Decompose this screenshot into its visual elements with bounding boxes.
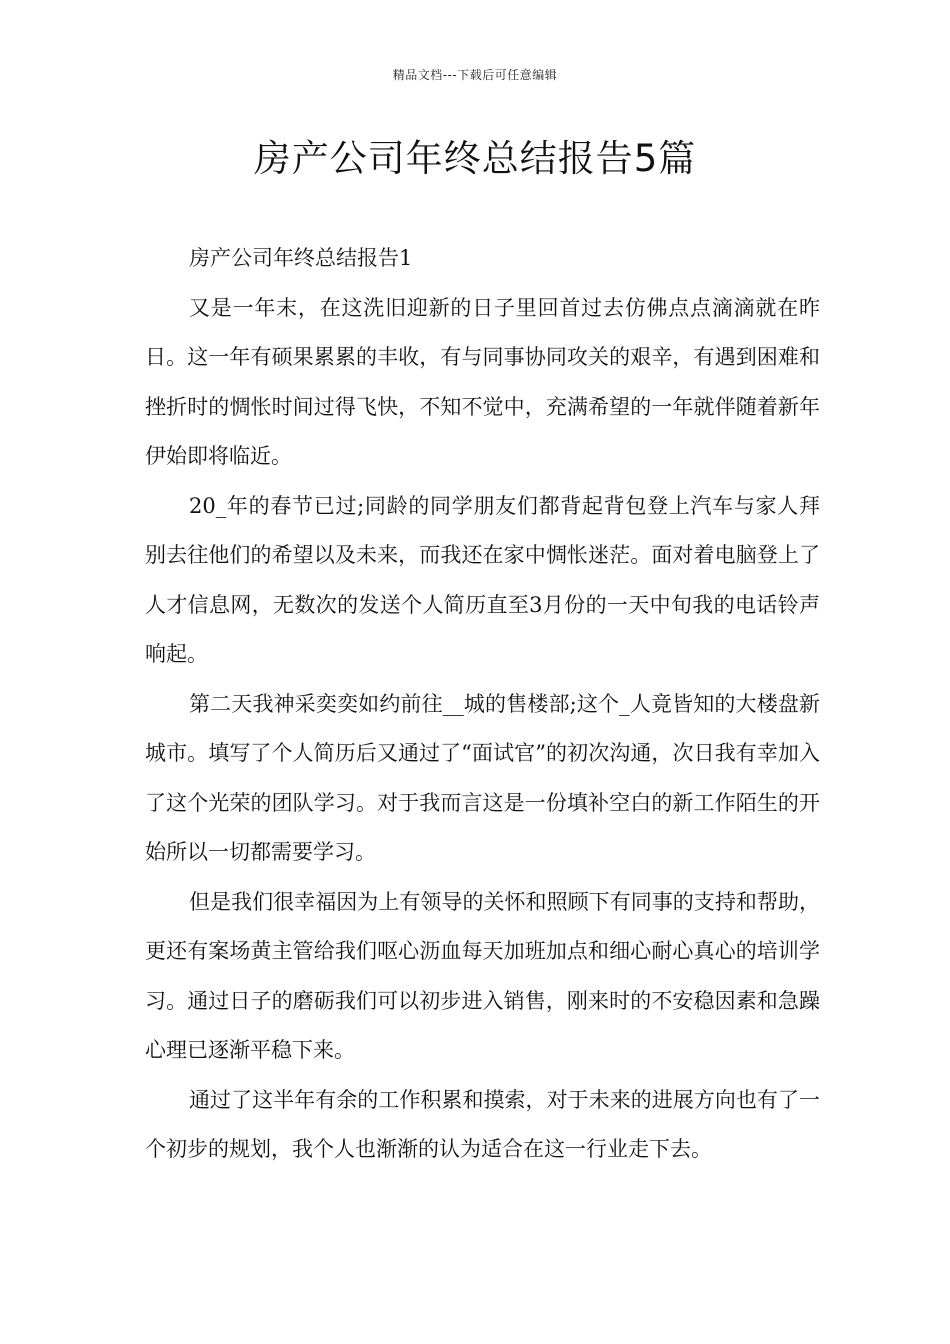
- document-body: [145, 234, 820, 1175]
- body-paragraph: 又是一年末，在这洗旧迎新的日子里回首过去仿佛点点滴滴就在昨日。这一年有硕果累累的丰收，有与同事协同攻关的艰辛，有遇到困难和挫折时的惆怅时间过得飞快，不知不觉中，充满希望的一年就伴随着新年伊始即将临近。: [145, 295, 820, 468]
- body-paragraph: 通过了这半年有余的工作积累和摸索，对于未来的进展方向也有了一个初步的规划，我个人也渐渐的认为适合在这一行业走下去。: [145, 1087, 820, 1161]
- document-title: 房产公司年终总结报告5篇: [253, 137, 697, 180]
- header-note: 精品文档---下载后可任意编辑: [392, 68, 558, 82]
- body-paragraph: 第二天我神采奕奕如约前往__城的售楼部;这个_人竟皆知的大楼盘新城市。填写了个人简历后又通过了“面试官”的初次沟通，次日我有幸加入了这个光荣的团队学习。对于我而言这是一份填补空白的新工作陌生的开始所以一切都需要学习。: [145, 691, 820, 864]
- body-paragraph: 但是我们很幸福因为上有领导的关怀和照顾下有同事的支持和帮助，更还有案场黄主管给我们呕心沥血每天加班加点和细心耐心真心的培训学习。通过日子的磨砺我们可以初步进入销售，刚来时的不安稳因素和急躁心理已逐渐平稳下来。: [145, 889, 820, 1062]
- body-paragraph: 20_年的春节已过;同龄的同学朋友们都背起背包登上汽车与家人拜别去往他们的希望以及未来，而我还在家中惆怅迷茫。面对着电脑登上了人才信息网，无数次的发送个人简历直至3月份的一天中旬我的电话铃声响起。: [145, 493, 820, 666]
- section-heading: 房产公司年终总结报告1: [189, 246, 413, 270]
